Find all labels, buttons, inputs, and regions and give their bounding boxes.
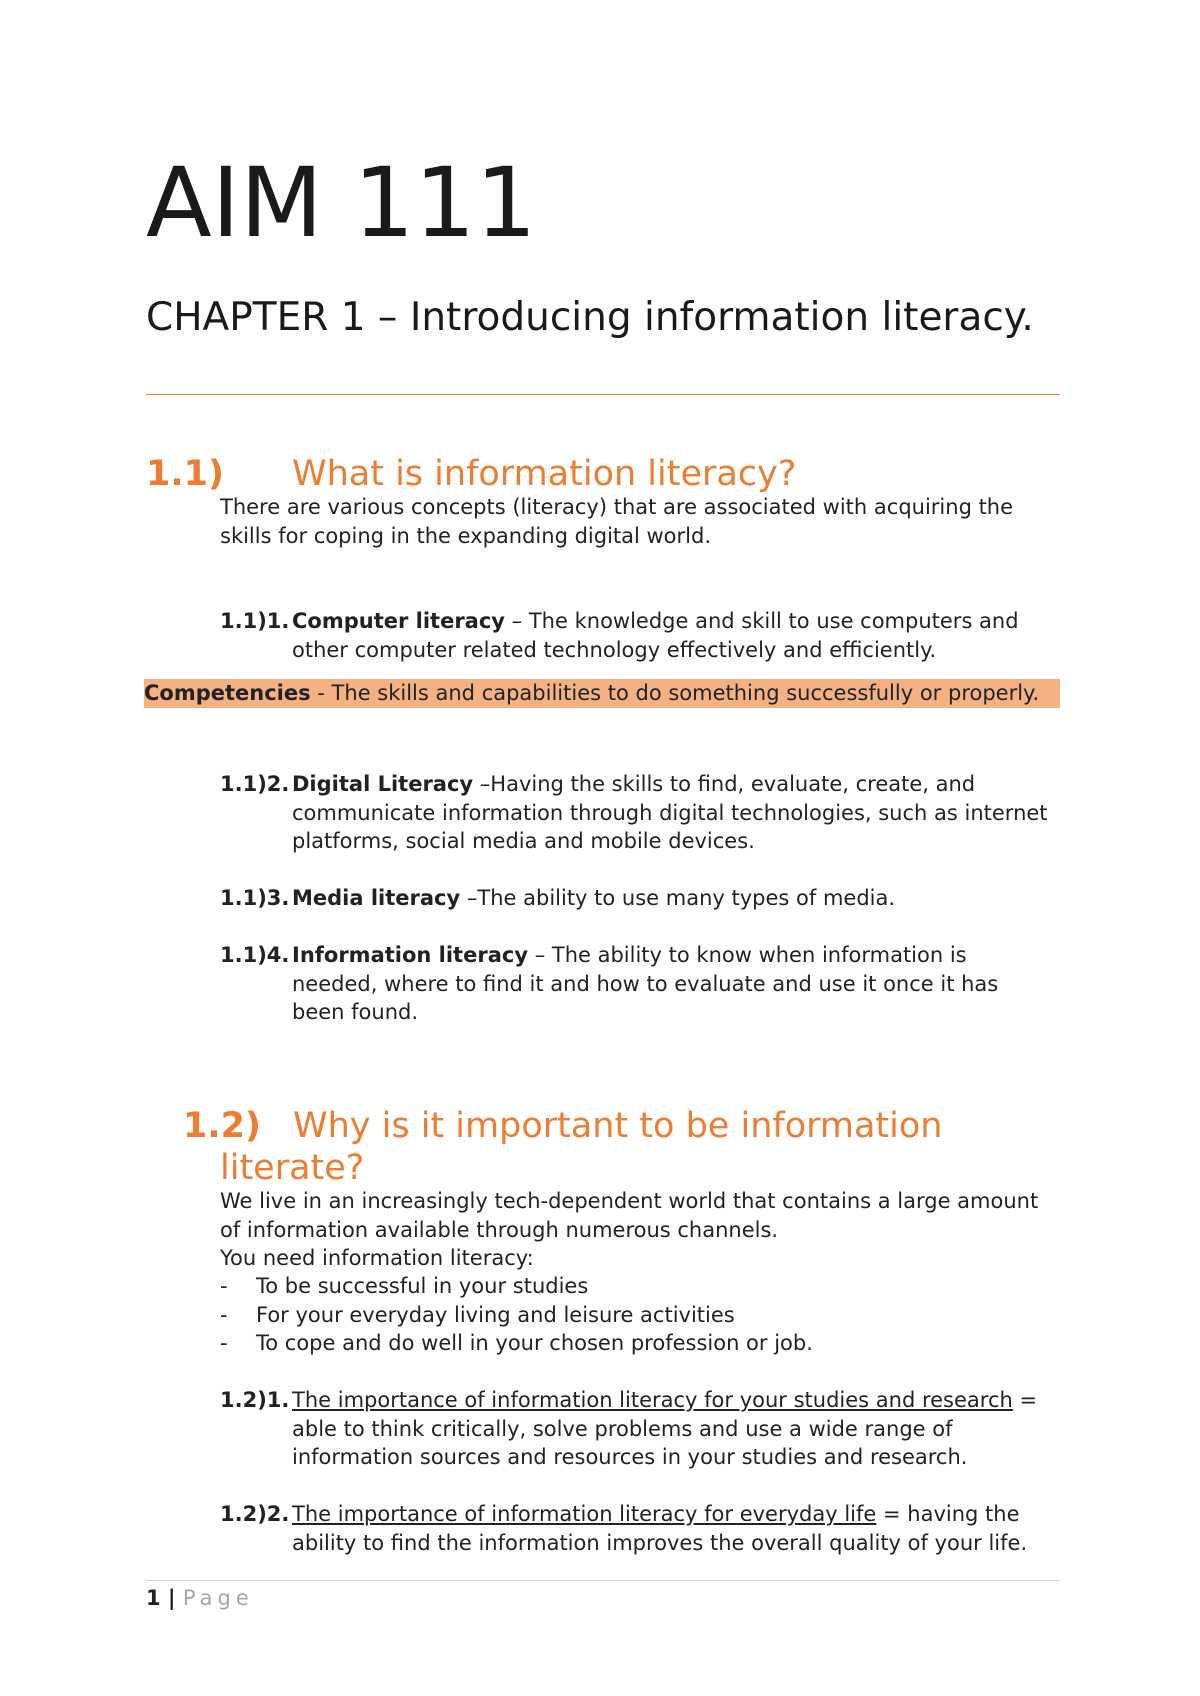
item-text: = having the ability to find the information improves the overall quality of your life. — [292, 1502, 1028, 1555]
bullet-item: - To cope and do well in your chosen profession or job. — [220, 1331, 813, 1355]
page-footer: 1 | Page — [146, 1586, 254, 1610]
item-text: The ability to use many types of media. — [477, 886, 896, 910]
section-title: What is information literacy? — [292, 454, 797, 494]
section-title: Why is it important to be information — [293, 1106, 943, 1146]
list-item — [220, 1500, 1065, 1557]
item-text: The knowledge and skill to use computers and other computer related technology effectively and efficiently. — [292, 609, 1019, 662]
item-number: 1.2)1. — [220, 1388, 290, 1412]
section-number: 1.2) — [183, 1106, 261, 1146]
highlight-term: Competencies — [144, 681, 311, 705]
item-number: 1.2)2. — [220, 1502, 290, 1526]
document-title: AIM 111 — [146, 147, 537, 259]
highlight-text: - The skills and capabilities to do something successfully or properly. — [310, 681, 1040, 705]
item-term: Computer literacy — [292, 609, 505, 633]
chapter-heading: CHAPTER 1 – Introducing information literacy. — [146, 295, 1034, 340]
list-item — [220, 1386, 1065, 1472]
bullet-item: - To be successful in your studies — [220, 1274, 589, 1298]
section-number: 1.1) — [146, 454, 224, 494]
item-term: Media literacy — [292, 886, 461, 910]
item-text: The ability to know when information is needed, where to find it and how to evaluate and use it once it has been found. — [292, 943, 999, 1024]
item-term: The importance of information literacy for your studies and research — [292, 1388, 1013, 1412]
item-number: 1.1)1. — [220, 609, 290, 633]
item-text: Having the skills to find, evaluate, create, and communicate information through digital technologies, such as internet platforms, social media and mobile devices. — [292, 772, 1048, 853]
item-number: 1.1)3. — [220, 886, 290, 910]
item-text: = able to think critically, solve problems and use a wide range of information sources and resources in your studies and research. — [292, 1388, 1038, 1469]
footer-rule — [146, 1580, 1060, 1581]
item-number: 1.1)2. — [220, 772, 290, 796]
competencies-highlight — [144, 679, 1060, 708]
heading-rule — [146, 394, 1060, 395]
list-item: 1.1)1. Computer literacy – The knowledge and skill to use computers and other computer related technology effectively and efficiently. — [220, 607, 1060, 664]
item-term: Digital Literacy — [292, 772, 474, 796]
page-number: 1 — [146, 1586, 161, 1610]
list-item: 1.1)2. Digital Literacy –Having the skills to find, evaluate, create, and communicate information through digital technologies, such as internet platforms, social media and mobile devices. — [220, 770, 1065, 856]
page-label: Page — [182, 1586, 254, 1610]
item-term: The importance of information literacy for everyday life — [292, 1502, 877, 1526]
section-1-2-paragraph: We live in an increasingly tech-dependent world that contains a large amount of information available through numerous channels. — [220, 1189, 1039, 1242]
section-1-2-heading — [183, 1104, 942, 1148]
bullet-item: - For your everyday living and leisure activities — [220, 1303, 735, 1327]
list-item: 1.1)4. Information literacy – The ability to know when information is needed, where to find it and how to evaluate and use it once it has been found. — [220, 941, 1040, 1027]
section-1-1-intro: There are various concepts (literacy) that are associated with acquiring the skills for coping in the expanding digital world. — [220, 495, 1014, 548]
section-1-2-lead: You need information literacy: — [220, 1246, 534, 1270]
section-1-2-heading-cont: literate? — [220, 1148, 365, 1188]
item-number: 1.1)4. — [220, 943, 290, 967]
item-term: Information literacy — [292, 943, 529, 967]
section-1-1-heading — [146, 452, 796, 496]
list-item: 1.1)3. Media literacy –The ability to use many types of media. — [220, 884, 1060, 913]
